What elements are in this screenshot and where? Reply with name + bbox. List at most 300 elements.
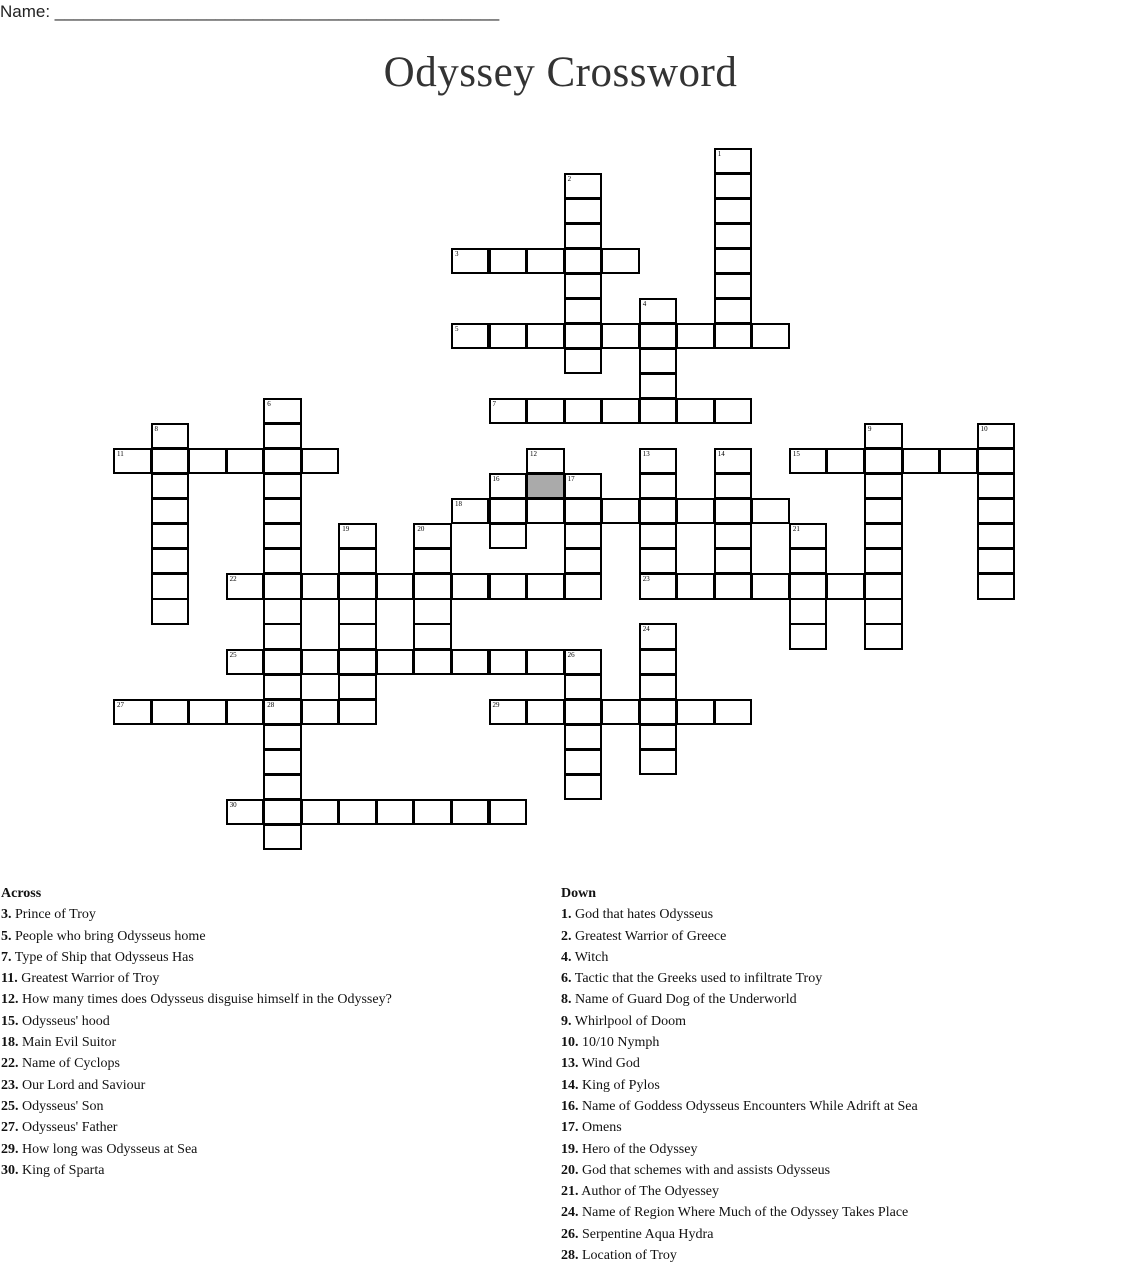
grid-cell[interactable]: [564, 573, 603, 599]
grid-cell[interactable]: [864, 423, 903, 449]
clue-number: 13.: [561, 1056, 579, 1072]
grid-cell[interactable]: [263, 598, 302, 624]
grid-cell[interactable]: [489, 699, 528, 725]
grid-cell[interactable]: [226, 448, 265, 474]
grid-cell[interactable]: [338, 674, 377, 700]
clue-number: 30.: [1, 1162, 19, 1178]
grid-cell[interactable]: [601, 699, 640, 725]
grid-cell[interactable]: [564, 473, 603, 499]
clue-number: 28.: [561, 1248, 579, 1264]
clue-number-label: 15: [792, 450, 800, 459]
grid-cell[interactable]: [151, 548, 190, 574]
grid-cell[interactable]: [526, 699, 565, 725]
grid-cell[interactable]: [864, 523, 903, 549]
clue-number: 18.: [1, 1035, 19, 1051]
grid-cell[interactable]: [864, 448, 903, 474]
grid-cell[interactable]: [301, 649, 340, 675]
down-clue: [561, 1075, 1116, 1096]
grid-cell[interactable]: [564, 548, 603, 574]
clue-number-label: 19: [342, 525, 350, 534]
grid-cell[interactable]: [714, 498, 753, 524]
grid-cell[interactable]: [413, 573, 452, 599]
clue-text: God that schemes with and assists Odysseus: [578, 1162, 831, 1178]
clue-number-label: 2: [567, 174, 572, 183]
clue-number: 9.: [561, 1013, 572, 1029]
grid-cell[interactable]: [526, 323, 565, 349]
clue-number-label: 7: [492, 400, 496, 408]
clue-text: Odysseus' Son: [18, 1098, 104, 1114]
clue-text: Odysseus' Father: [18, 1120, 118, 1136]
clue-text: Location of Troy: [578, 1248, 677, 1264]
clue-number: 6.: [561, 971, 572, 987]
grid-cell[interactable]: [564, 749, 603, 775]
grid-cell[interactable]: [263, 649, 302, 675]
across-clue: [1, 904, 541, 925]
clue-text: Tactic that the Greeks used to infiltrate Troy: [571, 971, 823, 987]
grid-cell[interactable]: [564, 298, 603, 324]
clue-number: 26.: [561, 1226, 579, 1242]
grid-cell[interactable]: [263, 674, 302, 700]
down-clue: [561, 947, 1116, 968]
clue-number: 25.: [1, 1098, 19, 1114]
clue-number: 24.: [561, 1205, 579, 1221]
grid-cell[interactable]: [376, 799, 415, 825]
grid-cell[interactable]: [564, 348, 603, 374]
across-clue: [1, 1096, 541, 1117]
grid-cell[interactable]: [751, 498, 790, 524]
grid-cell[interactable]: [413, 598, 452, 624]
grid-cell[interactable]: [864, 623, 903, 649]
grid-cell[interactable]: [413, 623, 452, 649]
clue-number-label: 30: [229, 800, 237, 809]
clue-number-label: 5: [454, 324, 459, 333]
down-clue: [561, 968, 1116, 989]
grid-cell[interactable]: [714, 548, 753, 574]
grid-cell[interactable]: [714, 448, 753, 474]
grid-cell[interactable]: [451, 649, 490, 675]
grid-cell[interactable]: [413, 523, 452, 549]
clue-number-label: 28: [267, 700, 275, 709]
page-title: Odyssey Crossword: [383, 49, 738, 96]
grid-cell[interactable]: [714, 523, 753, 549]
across-clue: [1, 1117, 541, 1138]
clue-text: Name of Cyclops: [18, 1056, 120, 1072]
grid-cell[interactable]: [864, 548, 903, 574]
grid-cell[interactable]: [902, 448, 941, 474]
grid-cell[interactable]: [489, 799, 528, 825]
grid-cell[interactable]: [564, 248, 603, 274]
grid-cell[interactable]: [564, 699, 603, 725]
grid-cell[interactable]: [338, 598, 377, 624]
grid-cell[interactable]: [263, 498, 302, 524]
grid-cell[interactable]: [939, 448, 978, 474]
clue-number: 1.: [561, 907, 572, 923]
grid-cell[interactable]: [564, 774, 603, 800]
down-clue: [561, 904, 1116, 925]
grid-cell[interactable]: [263, 573, 302, 599]
grid-cell[interactable]: [151, 473, 190, 499]
grid-cell[interactable]: [714, 173, 753, 199]
grid-cell[interactable]: [263, 623, 302, 649]
grid-cell[interactable]: [977, 523, 1016, 549]
clue-number-label: 12: [530, 450, 538, 459]
clue-number-label: 23: [642, 575, 650, 584]
grid-cell[interactable]: [413, 548, 452, 574]
clue-number: 12.: [1, 992, 19, 1008]
grid-cell[interactable]: [789, 623, 828, 649]
grid-cell[interactable]: [564, 523, 603, 549]
grid-cell[interactable]: [301, 448, 340, 474]
down-clue: [561, 1096, 1116, 1117]
grid-cell[interactable]: [639, 448, 678, 474]
grid-cell[interactable]: [113, 448, 152, 474]
grid-cell[interactable]: [714, 273, 753, 299]
clue-number: 14.: [561, 1077, 579, 1093]
grid-cell[interactable]: [789, 573, 828, 599]
clue-number-label: 18: [454, 500, 462, 509]
clue-text: Odysseus' hood: [18, 1013, 110, 1029]
clue-number-label: 3: [454, 249, 459, 258]
grid-cell[interactable]: [751, 573, 790, 599]
across-clue: [1, 926, 541, 947]
clue-number: 11.: [1, 971, 18, 987]
grid-cell[interactable]: [263, 398, 302, 424]
grid-cell[interactable]: [564, 198, 603, 224]
grid-cell[interactable]: [751, 323, 790, 349]
grid-cell[interactable]: [714, 473, 753, 499]
grid-cell[interactable]: [564, 724, 603, 750]
grid-cell[interactable]: [489, 398, 528, 424]
clue-text: Name of Guard Dog of the Underworld: [571, 992, 797, 1008]
grid-cell[interactable]: [639, 649, 678, 675]
clue-number: 4.: [561, 949, 572, 965]
grid-cell[interactable]: [564, 223, 603, 249]
grid-cell[interactable]: [451, 799, 490, 825]
grid-cell[interactable]: [263, 423, 302, 449]
grid-cell[interactable]: [977, 548, 1016, 574]
clue-number-label: 24: [642, 625, 650, 634]
across-heading: Across: [1, 886, 42, 901]
clue-number-label: 13: [642, 450, 650, 459]
grid-cell[interactable]: [564, 323, 603, 349]
grid-cell[interactable]: [376, 573, 415, 599]
grid-cell[interactable]: [601, 323, 640, 349]
grid-cell[interactable]: [714, 198, 753, 224]
grid-cell[interactable]: [639, 323, 678, 349]
grid-cell[interactable]: [676, 398, 715, 424]
clue-text: Witch: [571, 949, 609, 965]
clue-text: Omens: [578, 1120, 622, 1136]
clue-text: Hero of the Odyssey: [578, 1141, 698, 1157]
grid-cell[interactable]: [151, 448, 190, 474]
grid-cell[interactable]: [639, 674, 678, 700]
grid-cell[interactable]: [151, 573, 190, 599]
down-clue: [561, 1117, 1116, 1138]
grid-cell[interactable]: [226, 799, 265, 825]
clue-number-label: 8: [154, 425, 159, 434]
grid-cell[interactable]: [826, 573, 865, 599]
grid-cell[interactable]: [489, 323, 528, 349]
grid-cell[interactable]: [977, 498, 1016, 524]
grid-cell[interactable]: [864, 498, 903, 524]
clue-text: Name of Goddess Odysseus Encounters While Adrift at Sea: [578, 1098, 918, 1114]
grid-cell[interactable]: [301, 699, 340, 725]
grid-cell[interactable]: [151, 423, 190, 449]
grid-cell[interactable]: [263, 799, 302, 825]
grid-cell[interactable]: [226, 699, 265, 725]
clue-number-label: 25: [229, 650, 237, 659]
clue-number-label: 14: [717, 450, 725, 459]
grid-cell[interactable]: [977, 423, 1016, 449]
grid-cell[interactable]: [639, 623, 678, 649]
grid-cell[interactable]: [789, 598, 828, 624]
down-clue: [561, 1139, 1116, 1160]
grid-cell[interactable]: [714, 699, 753, 725]
down-clue: [561, 1181, 1116, 1202]
grid-cell[interactable]: [564, 649, 603, 675]
clue-number: 3.: [1, 907, 12, 923]
clue-number: 5.: [1, 928, 12, 944]
down-clue: [561, 1011, 1116, 1032]
clue-number: 20.: [561, 1162, 579, 1178]
clue-text: People who bring Odysseus home: [11, 928, 206, 944]
grid-cell[interactable]: [639, 523, 678, 549]
grid-cell[interactable]: [977, 448, 1016, 474]
grid-cell[interactable]: [451, 248, 490, 274]
grid-cell[interactable]: [676, 323, 715, 349]
grid-cell[interactable]: [714, 148, 753, 174]
grid-cell[interactable]: [639, 724, 678, 750]
grid-cell[interactable]: [489, 649, 528, 675]
clue-number-label: 22: [229, 575, 237, 584]
down-clue: [561, 1032, 1116, 1053]
grid-cell[interactable]: [977, 473, 1016, 499]
across-clue: [1, 989, 541, 1010]
grid-cell[interactable]: [451, 498, 490, 524]
grid-cell[interactable]: [226, 649, 265, 675]
name-field[interactable]: Name: _______________________________________________: [0, 2, 500, 21]
clue-number: 2.: [561, 928, 572, 944]
clue-text: How long was Odysseus at Sea: [18, 1141, 198, 1157]
grid-cell[interactable]: [151, 598, 190, 624]
grid-cell[interactable]: [263, 824, 302, 850]
grid-cell[interactable]: [526, 649, 565, 675]
grid-cell[interactable]: [489, 248, 528, 274]
grid-cell[interactable]: [188, 448, 227, 474]
grid-cell[interactable]: [864, 573, 903, 599]
grid-cell[interactable]: [564, 674, 603, 700]
grid-cell[interactable]: [714, 248, 753, 274]
clue-text: Greatest Warrior of Troy: [17, 971, 160, 987]
grid-cell[interactable]: [639, 699, 678, 725]
grid-cell[interactable]: [263, 699, 302, 725]
clue-number: 16.: [561, 1098, 579, 1114]
across-clue: [1, 947, 541, 968]
grid-cell[interactable]: [714, 223, 753, 249]
down-clue: [561, 1053, 1116, 1074]
grid-cell[interactable]: [601, 398, 640, 424]
across-clue: [1, 1075, 541, 1096]
grid-cell[interactable]: [639, 373, 678, 399]
grid-cell[interactable]: [639, 548, 678, 574]
across-clue: [1, 1160, 541, 1181]
grid-cell[interactable]: [564, 398, 603, 424]
clue-number-label: 26: [567, 650, 575, 659]
clue-number-label: 4: [642, 299, 647, 308]
grid-cell[interactable]: [526, 573, 565, 599]
clue-number-label: 9: [868, 425, 872, 434]
grid-cell[interactable]: [714, 298, 753, 324]
clue-number-label: 17: [567, 475, 575, 484]
across-clue: [1, 1053, 541, 1074]
down-heading: Down: [561, 886, 597, 901]
grid-cell[interactable]: [676, 573, 715, 599]
clue-number: 27.: [1, 1120, 19, 1136]
down-clue: [561, 1160, 1116, 1181]
clue-number: 7.: [1, 949, 12, 965]
grid-cell[interactable]: [639, 498, 678, 524]
clue-text: God that hates Odysseus: [571, 907, 714, 923]
clue-text: Greatest Warrior of Greece: [571, 928, 727, 944]
clue-text: Author of The Odyessey: [578, 1184, 719, 1200]
grid-cell[interactable]: [826, 448, 865, 474]
grid-cell[interactable]: [151, 523, 190, 549]
across-clue: [1, 968, 541, 989]
grid-cell[interactable]: [789, 548, 828, 574]
grid-cell[interactable]: [714, 323, 753, 349]
clue-number: 23.: [1, 1077, 19, 1093]
grid-cell[interactable]: [789, 523, 828, 549]
down-clues: [561, 883, 1116, 1266]
clue-text: Serpentine Aqua Hydra: [578, 1226, 714, 1242]
clue-number: 19.: [561, 1141, 579, 1157]
grid-cell[interactable]: [263, 448, 302, 474]
grid-cell[interactable]: [639, 573, 678, 599]
grid-cell[interactable]: [639, 298, 678, 324]
grid-cell[interactable]: [301, 573, 340, 599]
grid-cell[interactable]: [601, 248, 640, 274]
grid-cell[interactable]: [526, 248, 565, 274]
grid-cell[interactable]: [376, 649, 415, 675]
down-clue: [561, 989, 1116, 1010]
clue-number-label: 20: [417, 525, 425, 534]
clue-number: 22.: [1, 1056, 19, 1072]
clue-text: Prince of Troy: [11, 907, 96, 923]
grid-cell[interactable]: [338, 799, 377, 825]
clue-number-label: 29: [492, 700, 500, 709]
grid-cell[interactable]: [451, 323, 490, 349]
clue-text: King of Sparta: [18, 1162, 105, 1178]
grid-cell[interactable]: [226, 573, 265, 599]
grid-cell[interactable]: [639, 749, 678, 775]
grid-cell[interactable]: [263, 473, 302, 499]
grid-cell[interactable]: [526, 448, 565, 474]
across-clue: [1, 1032, 541, 1053]
grid-cell[interactable]: [338, 573, 377, 599]
grid-cell[interactable]: [451, 573, 490, 599]
grid-cell[interactable]: [338, 548, 377, 574]
grid-cell[interactable]: [263, 749, 302, 775]
grid-cell[interactable]: [864, 598, 903, 624]
grid-cell[interactable]: [489, 573, 528, 599]
clue-number-label: 16: [492, 475, 500, 484]
grid-cell[interactable]: [676, 699, 715, 725]
grid-cell[interactable]: [601, 498, 640, 524]
clue-number: 29.: [1, 1141, 19, 1157]
clue-text: Name of Region Where Much of the Odyssey Takes Place: [578, 1205, 909, 1221]
grid-cell[interactable]: [526, 498, 565, 524]
grid-cell[interactable]: [526, 398, 565, 424]
grid-cell[interactable]: [714, 398, 753, 424]
clue-number: 17.: [561, 1120, 579, 1136]
grid-cell[interactable]: [714, 573, 753, 599]
clue-text: Our Lord and Saviour: [18, 1077, 146, 1093]
down-clue: [561, 1202, 1116, 1223]
grid-cell[interactable]: [413, 799, 452, 825]
grid-cell[interactable]: [338, 699, 377, 725]
grid-cell[interactable]: [263, 774, 302, 800]
grid-cell[interactable]: [564, 173, 603, 199]
clue-number-label: 21: [792, 525, 800, 534]
grid-cell[interactable]: [338, 523, 377, 549]
grid-cell[interactable]: [263, 724, 302, 750]
grid-cell[interactable]: [301, 799, 340, 825]
grid-cell[interactable]: [639, 398, 678, 424]
grid-cell[interactable]: [639, 348, 678, 374]
grid-cell[interactable]: [413, 649, 452, 675]
grid-cell[interactable]: [263, 523, 302, 549]
grid-cell[interactable]: [113, 699, 152, 725]
grid-cell[interactable]: [977, 573, 1016, 599]
grid-cell[interactable]: [489, 523, 528, 549]
grid-cell[interactable]: [263, 548, 302, 574]
clue-number: 15.: [1, 1013, 19, 1029]
down-clue: [561, 1245, 1116, 1266]
grid-cell[interactable]: [676, 498, 715, 524]
grid-cell[interactable]: [489, 473, 528, 499]
clue-text: Main Evil Suitor: [18, 1035, 117, 1051]
clue-number: 10.: [561, 1035, 579, 1051]
clue-number: 21.: [561, 1184, 579, 1200]
clue-number: 8.: [561, 992, 572, 1008]
grid-cell[interactable]: [564, 273, 603, 299]
clue-text: Type of Ship that Odysseus Has: [11, 949, 194, 965]
grid-cell[interactable]: [151, 498, 190, 524]
shaded-cell: [526, 473, 565, 499]
clue-number-label: 11: [117, 450, 124, 459]
down-clue: [561, 1224, 1116, 1245]
clue-text: King of Pylos: [578, 1077, 660, 1093]
down-clue: [561, 926, 1116, 947]
across-clue: [1, 1011, 541, 1032]
grid-cell[interactable]: [789, 448, 828, 474]
grid-cell[interactable]: [564, 498, 603, 524]
grid-cell[interactable]: [188, 699, 227, 725]
across-clue: [1, 1139, 541, 1160]
grid-cell[interactable]: [864, 473, 903, 499]
clue-text: Wind God: [578, 1056, 640, 1072]
grid-cell[interactable]: [338, 623, 377, 649]
clue-number-label: 6: [267, 400, 271, 408]
across-clues: [1, 883, 541, 1181]
grid-cell[interactable]: [338, 649, 377, 675]
clue-number-label: 27: [117, 700, 124, 709]
clue-text: How many times does Odysseus disguise himself in the Odyssey?: [18, 992, 392, 1008]
clue-text: 10/10 Nymph: [578, 1035, 660, 1051]
grid-cell[interactable]: [639, 473, 678, 499]
grid-cell[interactable]: [151, 699, 190, 725]
grid-cell[interactable]: [489, 498, 528, 524]
